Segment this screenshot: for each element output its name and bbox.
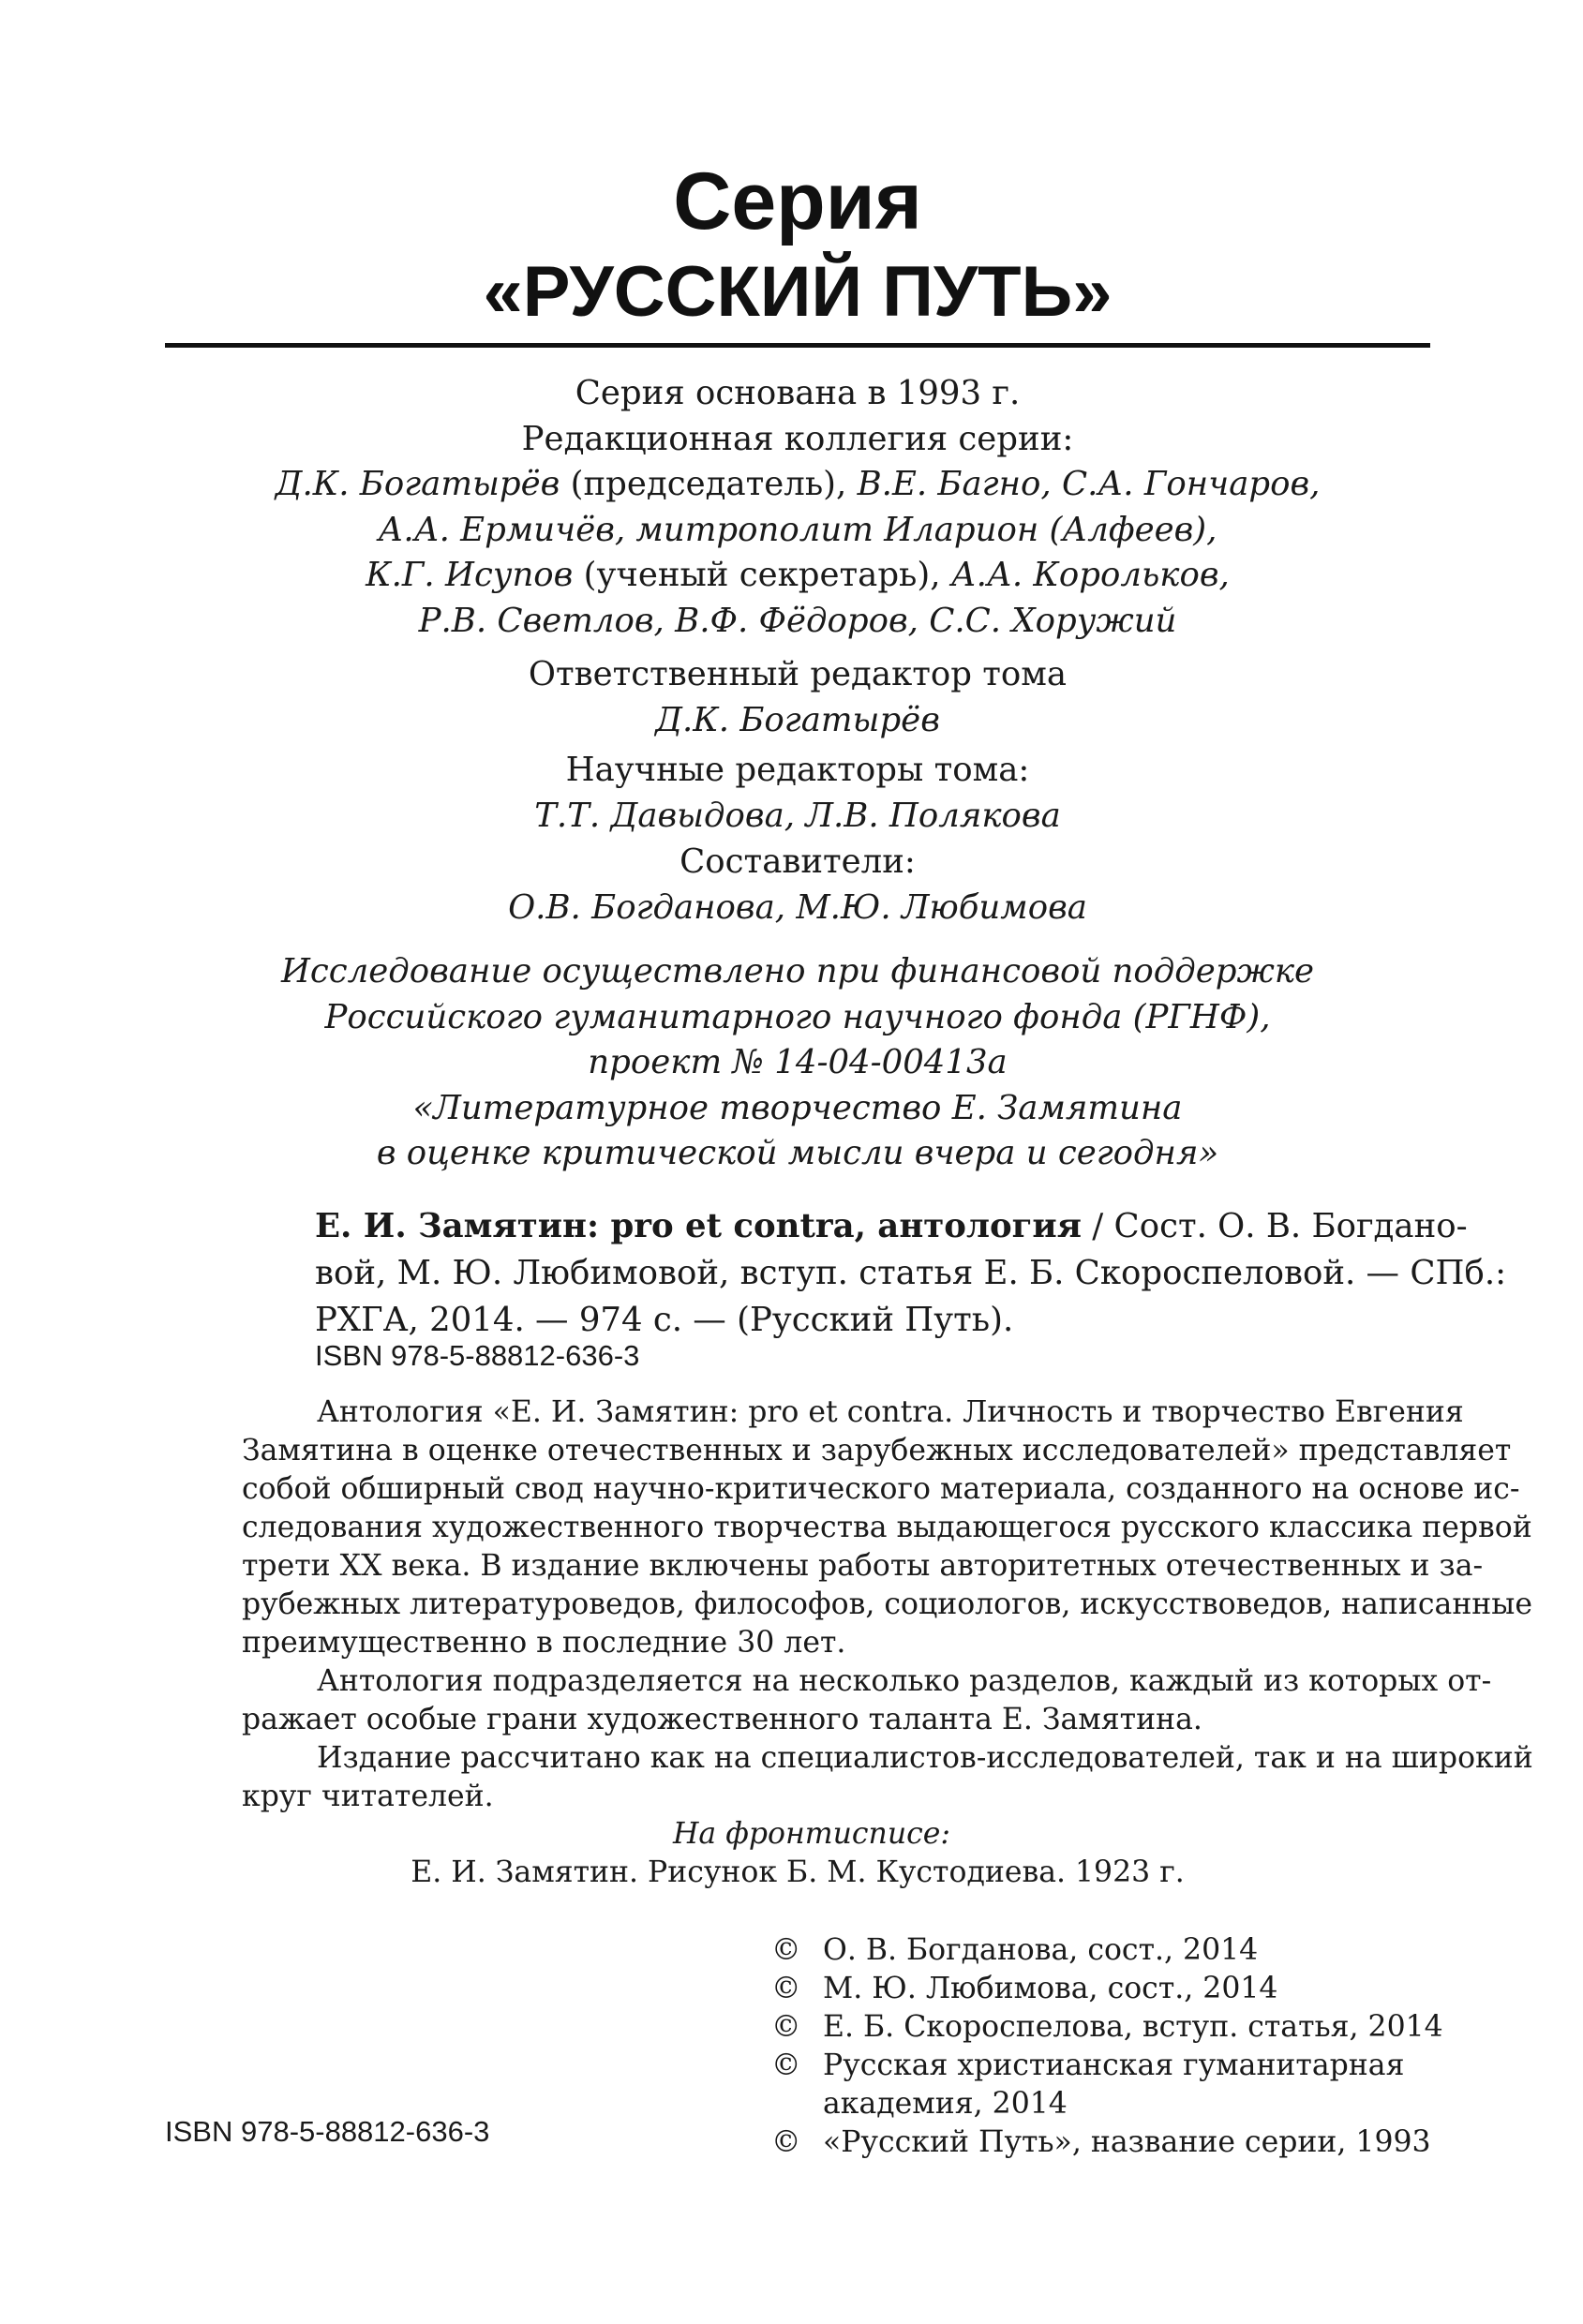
grant-line-1: Исследование осуществлено при финансовой поддержке: [280, 952, 1315, 991]
grant-line-5: в оценке критической мысли вчера и сегодня»: [376, 1134, 1219, 1172]
board-names-3: А.А. Корольков,: [950, 556, 1230, 594]
series-title: «РУССКИЙ ПУТЬ»: [483, 252, 1113, 332]
series-label: Серия: [673, 156, 922, 246]
biblio-compilers: / Сост. О. В. Богдано-: [1082, 1207, 1468, 1245]
annotation-line: Замятина в оценке отечественных и зарубежных исследователей» представляет: [242, 1434, 1512, 1467]
bibliographic-record: [315, 1203, 1507, 1344]
scientific-editors-names: Т.Т. Давыдова, Л.В. Полякова: [534, 796, 1061, 835]
copyright-symbol: ©: [771, 1972, 801, 2005]
board-secretary-role: (ученый секретарь),: [573, 556, 951, 594]
biblio-line-2: вой, М. Ю. Любимовой, вступ. статья Е. Б. Скороспеловой. — СПб.:: [315, 1254, 1507, 1292]
book-title: Е. И. Замятин: pro et contra, антология: [315, 1207, 1082, 1245]
board-members-line2: А.А. Ермичёв, митрополит Иларион (Алфеев),: [378, 510, 1217, 549]
copyright-continuation: академия, 2014: [823, 2087, 1068, 2121]
grant-note: [165, 949, 1430, 1177]
isbn-record: ISBN 978-5-88812-636-3: [315, 1339, 640, 1372]
annotation-line: Антология подразделяется на несколько разделов, каждый из которых от-: [317, 1664, 1492, 1698]
series-founded: Серия основана в 1993 г.: [575, 374, 1021, 412]
annotation-line: следования художественного творчества выдающегося русского классика первой: [242, 1511, 1532, 1544]
annotation-line: круг читателей.: [242, 1780, 494, 1813]
board-secretary-name: К.Г. Исупов: [366, 556, 574, 594]
editorial-board: [165, 371, 1430, 644]
annotation-line: трети XX века. В издание включены работы авторитетных отечественных и за-: [242, 1549, 1484, 1583]
frontispiece-heading: На фронтисписе:: [672, 1817, 951, 1851]
copyright-line: [771, 1931, 1446, 1970]
copyright-text: М. Ю. Любимова, сост., 2014: [823, 1972, 1278, 2005]
annotation-line: Антология «Е. И. Замятин: pro et contra. Личность и творчество Евгения: [317, 1395, 1464, 1429]
board-names-1: В.Е. Багно, С.А. Гончаров,: [857, 465, 1321, 503]
isbn-footer: ISBN 978-5-88812-636-3: [165, 2115, 490, 2148]
biblio-line-1: [315, 1203, 1468, 1250]
compilers-heading: Составители:: [679, 842, 916, 881]
copyright-text: Е. Б. Скороспелова, вступ. статья, 2014: [823, 2010, 1443, 2044]
copyright-line: [771, 1970, 1446, 2008]
copyright-text: О. В. Богданова, сост., 2014: [823, 1933, 1259, 1967]
annotation-line: собой обширный свод научно-критического материала, созданного на основе ис-: [242, 1472, 1520, 1506]
grant-line-4: «Литературное творчество Е. Замятина: [412, 1088, 1183, 1127]
copyright-symbol: ©: [771, 2010, 801, 2044]
grant-line-2: Российского гуманитарного научного фонда (РГНФ),: [324, 997, 1271, 1036]
board-chair-name: Д.К. Богатырёв: [275, 465, 560, 503]
copyright-line: [771, 2123, 1446, 2162]
biblio-line-3: РХГА, 2014. — 974 с. — (Русский Путь).: [315, 1301, 1014, 1339]
board-chair-role: (председатель),: [560, 465, 858, 503]
frontispiece-caption: Е. И. Замятин. Рисунок Б. М. Кустодиева. 1923 г.: [411, 1855, 1185, 1889]
copyright-line: [771, 2047, 1446, 2085]
annotation-line: ражает особые грани художественного таланта Е. Замятина.: [242, 1703, 1202, 1736]
copyright-symbol: ©: [771, 2125, 801, 2159]
grant-line-3: проект № 14-04-00413а: [588, 1043, 1008, 1081]
compilers: [165, 840, 1430, 931]
responsible-editor: [165, 652, 1430, 743]
responsible-editor-name: Д.К. Богатырёв: [655, 700, 940, 739]
responsible-editor-heading: Ответственный редактор тома: [528, 655, 1068, 693]
annotation-line: преимущественно в последние 30 лет.: [242, 1626, 846, 1660]
frontispiece-note: [165, 1815, 1430, 1892]
annotation-line: Издание рассчитано как на специалистов-исследователей, так и на широкий: [317, 1741, 1533, 1775]
board-members-line3: [165, 553, 1430, 599]
compilers-names: О.В. Богданова, М.Ю. Любимова: [508, 887, 1087, 927]
copyright-block: [771, 1931, 1446, 2162]
editorial-board-heading: Редакционная коллегия серии:: [521, 419, 1074, 458]
board-members-line1: [165, 462, 1430, 508]
scientific-editors: [165, 748, 1430, 839]
copyright-text: Русская христианская гуманитарная: [823, 2048, 1405, 2082]
annotation: [242, 1393, 1533, 1816]
scientific-editors-heading: Научные редакторы тома:: [565, 751, 1030, 789]
copyright-text: «Русский Путь», название серии, 1993: [823, 2125, 1431, 2159]
board-members-line4: Р.В. Светлов, В.Ф. Фёдоров, С.С. Хоружий: [418, 601, 1177, 640]
annotation-line: рубежных литературоведов, философов, социологов, искусствоведов, написанные: [242, 1587, 1533, 1621]
header-rule: [165, 343, 1430, 348]
copyright-line: [771, 2008, 1446, 2047]
copyright-symbol: ©: [771, 1933, 801, 1967]
copyright-symbol: ©: [771, 2048, 801, 2082]
